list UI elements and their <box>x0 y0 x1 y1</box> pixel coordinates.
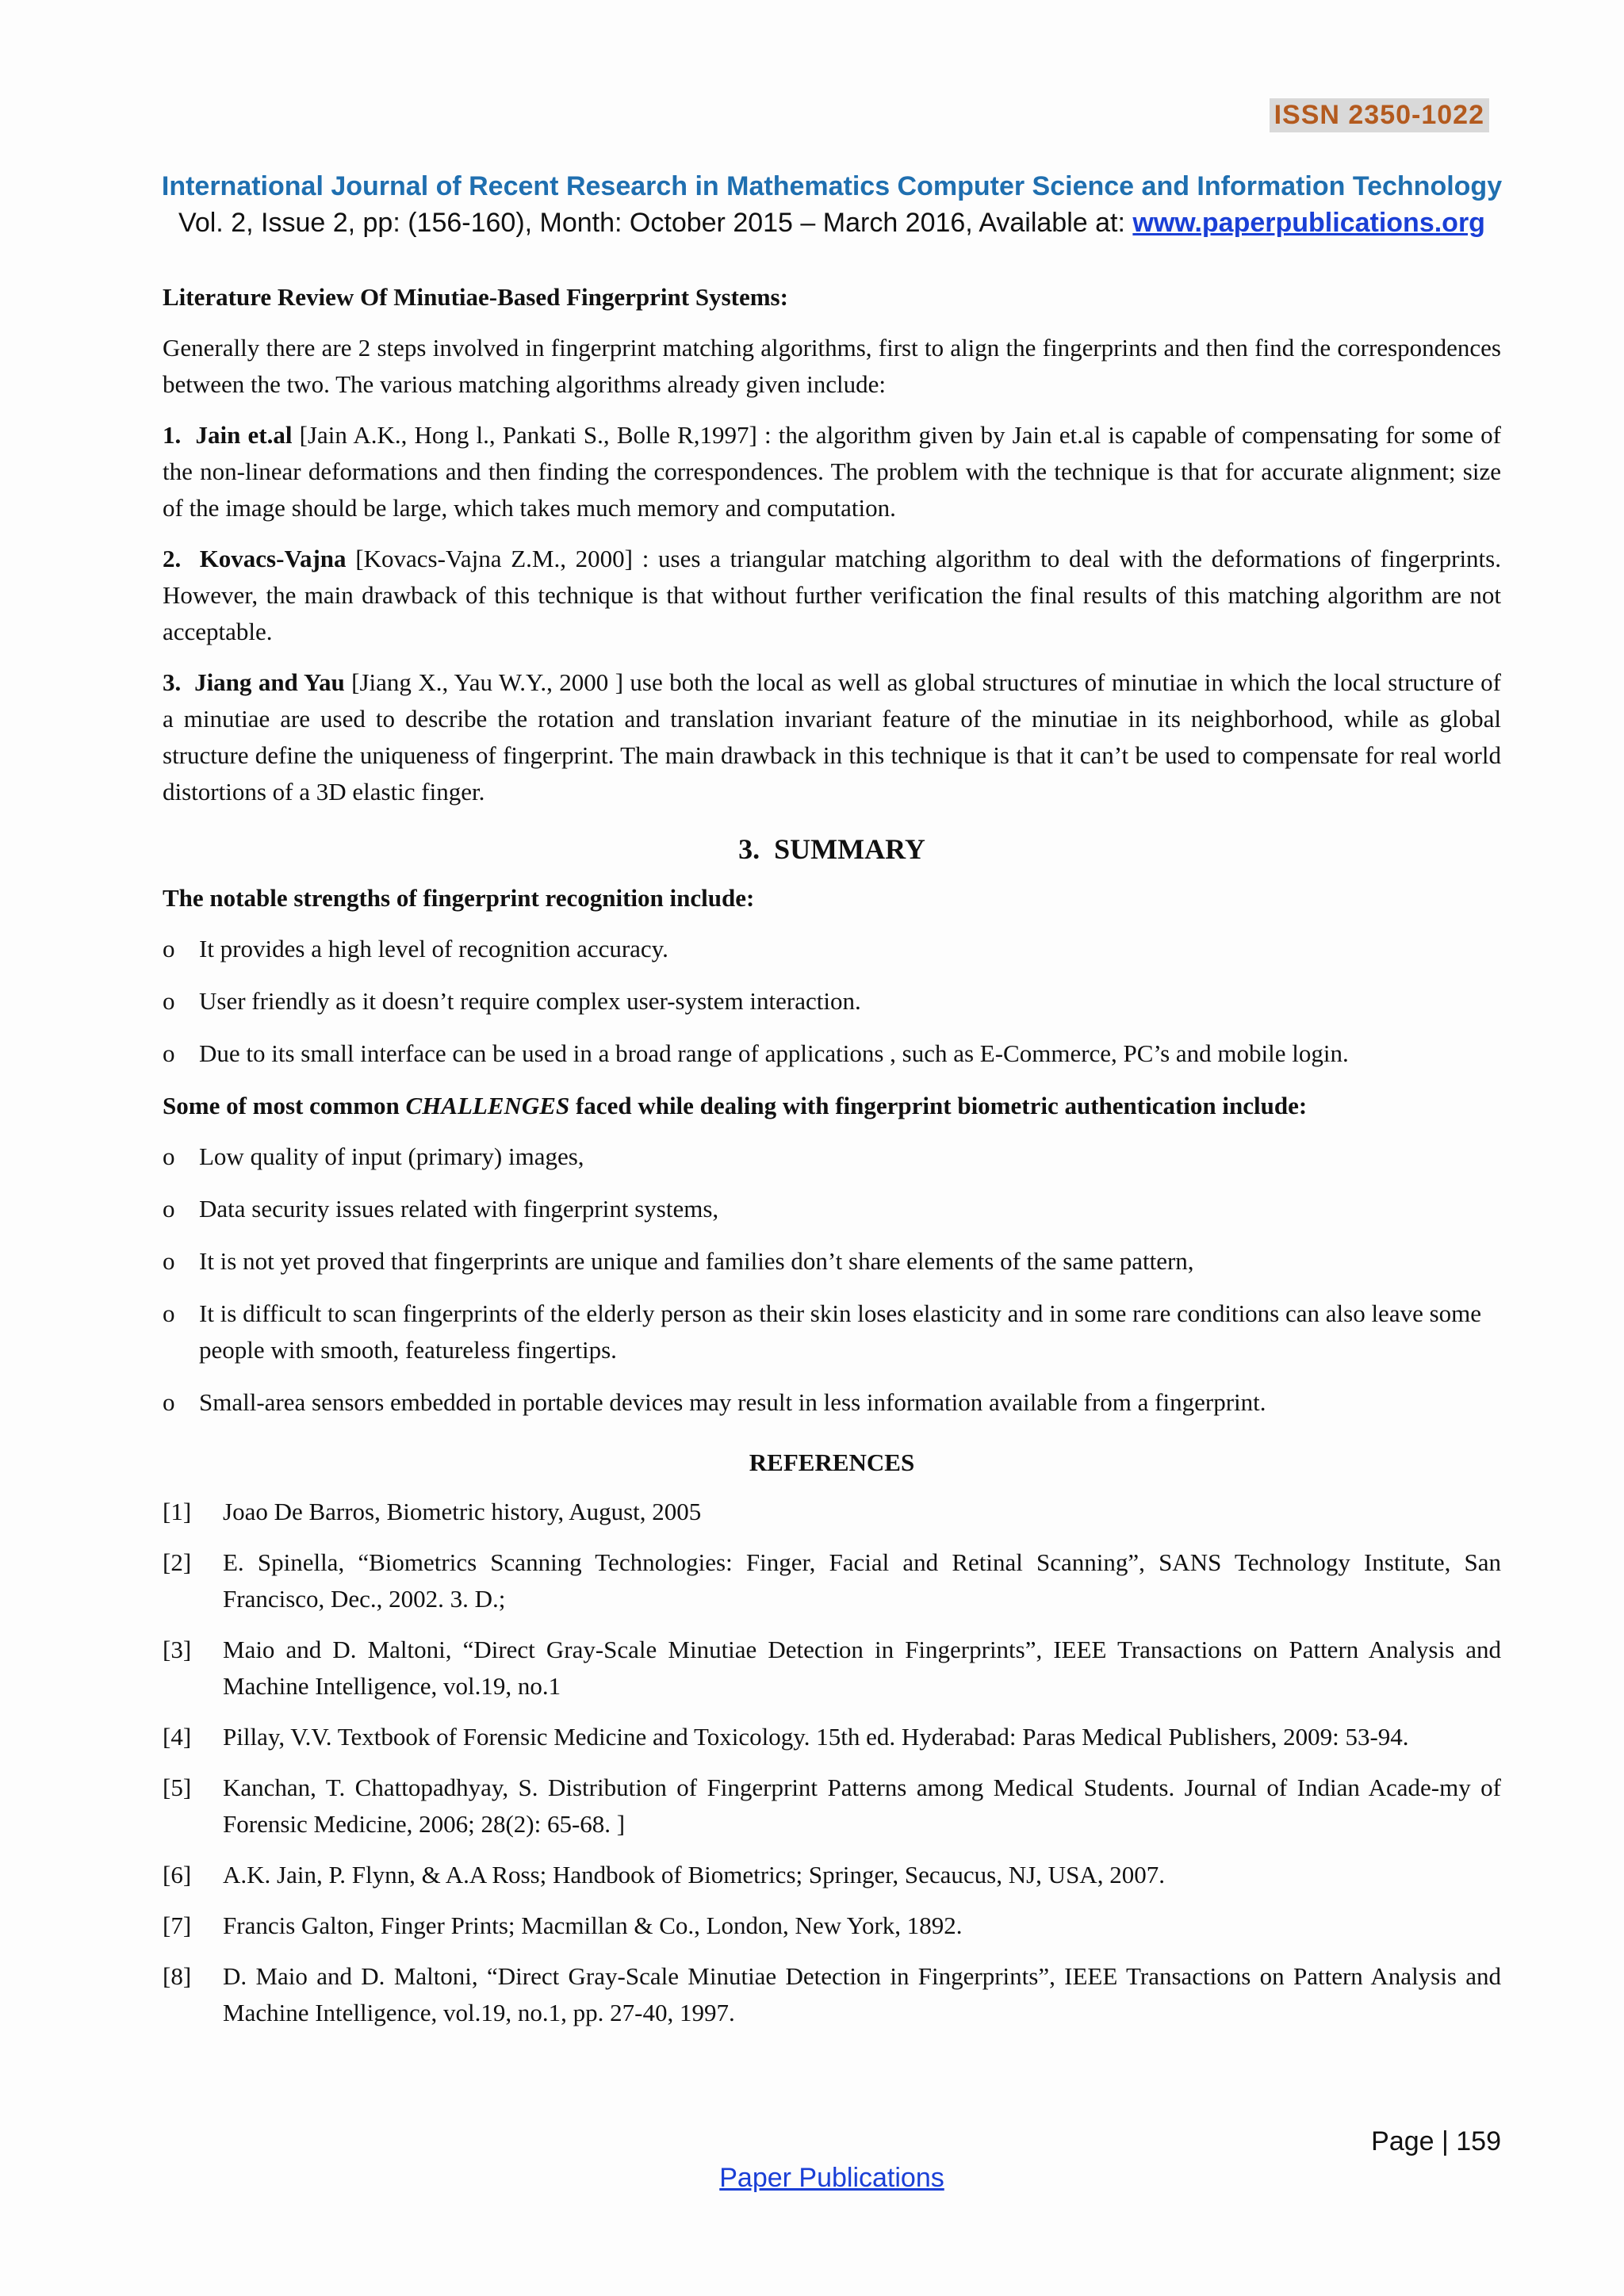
algorithm-text: [Kovacs-Vajna Z.M., 2000] : uses a triangular matching algorithm to deal with the deformations of fingerprints. However, the main drawback of this technique is that without further verification the final results of this matching algorithm are not acceptable. <box>163 545 1501 645</box>
reference-text: Kanchan, T. Chattopadhyay, S. Distribution of Fingerprint Patterns among Medical Students. Journal of Indian Acade-my of Forensic Medicine, 2006; 28(2): 65-68. ] <box>223 1774 1501 1838</box>
reference-text: A.K. Jain, P. Flynn, & A.A Ross; Handbook of Biometrics; Springer, Secaucus, NJ, USA, 2007. <box>223 1861 1165 1888</box>
reference-number: [4] <box>163 1723 192 1751</box>
reference-item <box>163 1958 1501 2031</box>
references-list <box>163 1494 1501 2031</box>
algorithm-number: 2. <box>163 545 182 572</box>
reference-number: [8] <box>163 1962 192 1990</box>
references-title: REFERENCES <box>749 1448 915 1476</box>
list-item <box>163 983 1501 1020</box>
reference-item <box>163 1494 1501 1530</box>
bullet-marker: o <box>163 987 175 1015</box>
list-item-text: User friendly as it doesn’t require complex user-system interaction. <box>199 987 861 1015</box>
algorithm-item <box>163 664 1501 810</box>
challenges-list <box>163 1138 1501 1421</box>
reference-item <box>163 1908 1501 1944</box>
list-item <box>163 931 1501 967</box>
reference-number: [6] <box>163 1861 192 1888</box>
list-item-text: It is not yet proved that fingerprints are unique and families don’t share elements of the same pattern, <box>199 1247 1194 1275</box>
algorithm-number: 3. <box>163 668 182 696</box>
algorithm-name: Jain et.al <box>195 421 293 449</box>
reference-text: Francis Galton, Finger Prints; Macmillan & Co., London, New York, 1892. <box>223 1911 963 1939</box>
list-item <box>163 1035 1501 1072</box>
challenges-heading-pre: Some of most common <box>163 1092 406 1119</box>
list-item <box>163 1138 1501 1175</box>
reference-number: [2] <box>163 1548 192 1576</box>
algorithm-item <box>163 417 1501 526</box>
reference-item <box>163 1719 1501 1755</box>
reference-number: [5] <box>163 1774 192 1801</box>
reference-text: D. Maio and D. Maltoni, “Direct Gray-Scale Minutiae Detection in Fingerprints”, IEEE Transactions on Pattern Analysis and Machine Intelligence, vol.19, no.1, pp. 27-40, 1997. <box>223 1962 1501 2026</box>
journal-issue-text: Vol. 2, Issue 2, pp: (156-160), Month: October 2015 – March 2016, Available at: <box>178 208 1133 238</box>
bullet-marker: o <box>163 1388 175 1416</box>
bullet-marker: o <box>163 1247 175 1275</box>
lit-review-intro: Generally there are 2 steps involved in fingerprint matching algorithms, first to align the fingerprints and then find the correspondences between the two. The various matching algorithms already given include: <box>163 334 1501 398</box>
reference-text: Pillay, V.V. Textbook of Forensic Medicine and Toxicology. 15th ed. Hyderabad: Paras Medical Publishers, 2009: 53-94. <box>223 1723 1409 1751</box>
algorithm-name: Jiang and Yau <box>194 668 345 696</box>
reference-text: Joao De Barros, Biometric history, August, 2005 <box>223 1498 702 1525</box>
list-item <box>163 1295 1501 1368</box>
reference-item <box>163 1857 1501 1893</box>
list-item <box>163 1384 1501 1421</box>
list-item <box>163 1243 1501 1280</box>
bullet-marker: o <box>163 1142 175 1170</box>
reference-text: E. Spinella, “Biometrics Scanning Technologies: Finger, Facial and Retinal Scanning”, SANS Technology Institute, San Francisco, Dec., 2002. 3. D.; <box>223 1548 1501 1613</box>
main-content <box>163 279 1501 2045</box>
challenges-heading-emphasis: CHALLENGES <box>405 1092 570 1119</box>
reference-item <box>163 1632 1501 1705</box>
challenges-heading <box>163 1088 1501 1124</box>
bullet-marker: o <box>163 935 175 962</box>
summary-section-title <box>163 831 1501 867</box>
reference-item <box>163 1770 1501 1843</box>
list-item-text: Small-area sensors embedded in portable devices may result in less information available from a fingerprint. <box>199 1388 1266 1416</box>
journal-website-link[interactable]: www.paperpublications.org <box>1132 208 1485 238</box>
bullet-marker: o <box>163 1299 175 1327</box>
reference-number: [3] <box>163 1636 192 1663</box>
challenges-heading-post: faced while dealing with fingerprint biometric authentication include: <box>569 1092 1308 1119</box>
bullet-marker: o <box>163 1195 175 1223</box>
strengths-heading: The notable strengths of fingerprint recognition include: <box>163 884 755 912</box>
algorithm-item <box>163 541 1501 650</box>
bullet-marker: o <box>163 1039 175 1067</box>
algorithm-text: [Jiang X., Yau W.Y., 2000 ] use both the local as well as global structures of minutiae in which the local structure of a minutiae are used to describe the rotation and translation invariant feature of the minutiae in its neighborhood, while as global structure define the uniqueness of fingerprint. The main drawback in this technique is that it can’t be used to compensate for real world distortions of a 3D elastic finger. <box>163 668 1501 806</box>
reference-text: Maio and D. Maltoni, “Direct Gray-Scale Minutiae Detection in Fingerprints”, IEEE Transactions on Pattern Analysis and Machine Intelligence, vol.19, no.1 <box>223 1636 1501 1700</box>
list-item-text: It provides a high level of recognition accuracy. <box>199 935 668 962</box>
section-number: 3. <box>738 833 760 865</box>
reference-number: [7] <box>163 1911 192 1939</box>
list-item <box>163 1191 1501 1227</box>
reference-number: [1] <box>163 1498 192 1525</box>
list-item-text: Due to its small interface can be used in a broad range of applications , such as E-Commerce, PC’s and mobile login. <box>199 1039 1349 1067</box>
lit-review-heading: Literature Review Of Minutiae-Based Fingerprint Systems: <box>163 283 788 311</box>
section-title-text: SUMMARY <box>774 833 925 865</box>
reference-item <box>163 1544 1501 1617</box>
algorithm-text: [Jain A.K., Hong l., Pankati S., Bolle R,1997] : the algorithm given by Jain et.al is capable of compensating for some of the non-linear deformations and then finding the correspondences. The problem with the technique is that for accurate alignment; size of the image should be large, which takes much memory and computation. <box>163 421 1501 522</box>
list-item-text: Data security issues related with fingerprint systems, <box>199 1195 719 1223</box>
issn-badge: ISSN 2350-1022 <box>1270 98 1489 132</box>
journal-title: International Journal of Recent Research in Mathematics Computer Science and Information Technology <box>161 171 1503 201</box>
list-item-text: It is difficult to scan fingerprints of the elderly person as their skin loses elasticity and in some rare conditions can also leave some people with smooth, featureless fingertips. <box>199 1299 1482 1364</box>
page-number: Page | 159 <box>1371 2126 1501 2156</box>
list-item-text: Low quality of input (primary) images, <box>199 1142 584 1170</box>
journal-info <box>0 208 1624 239</box>
publisher-link[interactable]: Paper Publications <box>719 2163 944 2193</box>
strengths-list <box>163 931 1501 1072</box>
algorithm-name: Kovacs-Vajna <box>199 545 347 572</box>
algorithm-number: 1. <box>163 421 182 449</box>
